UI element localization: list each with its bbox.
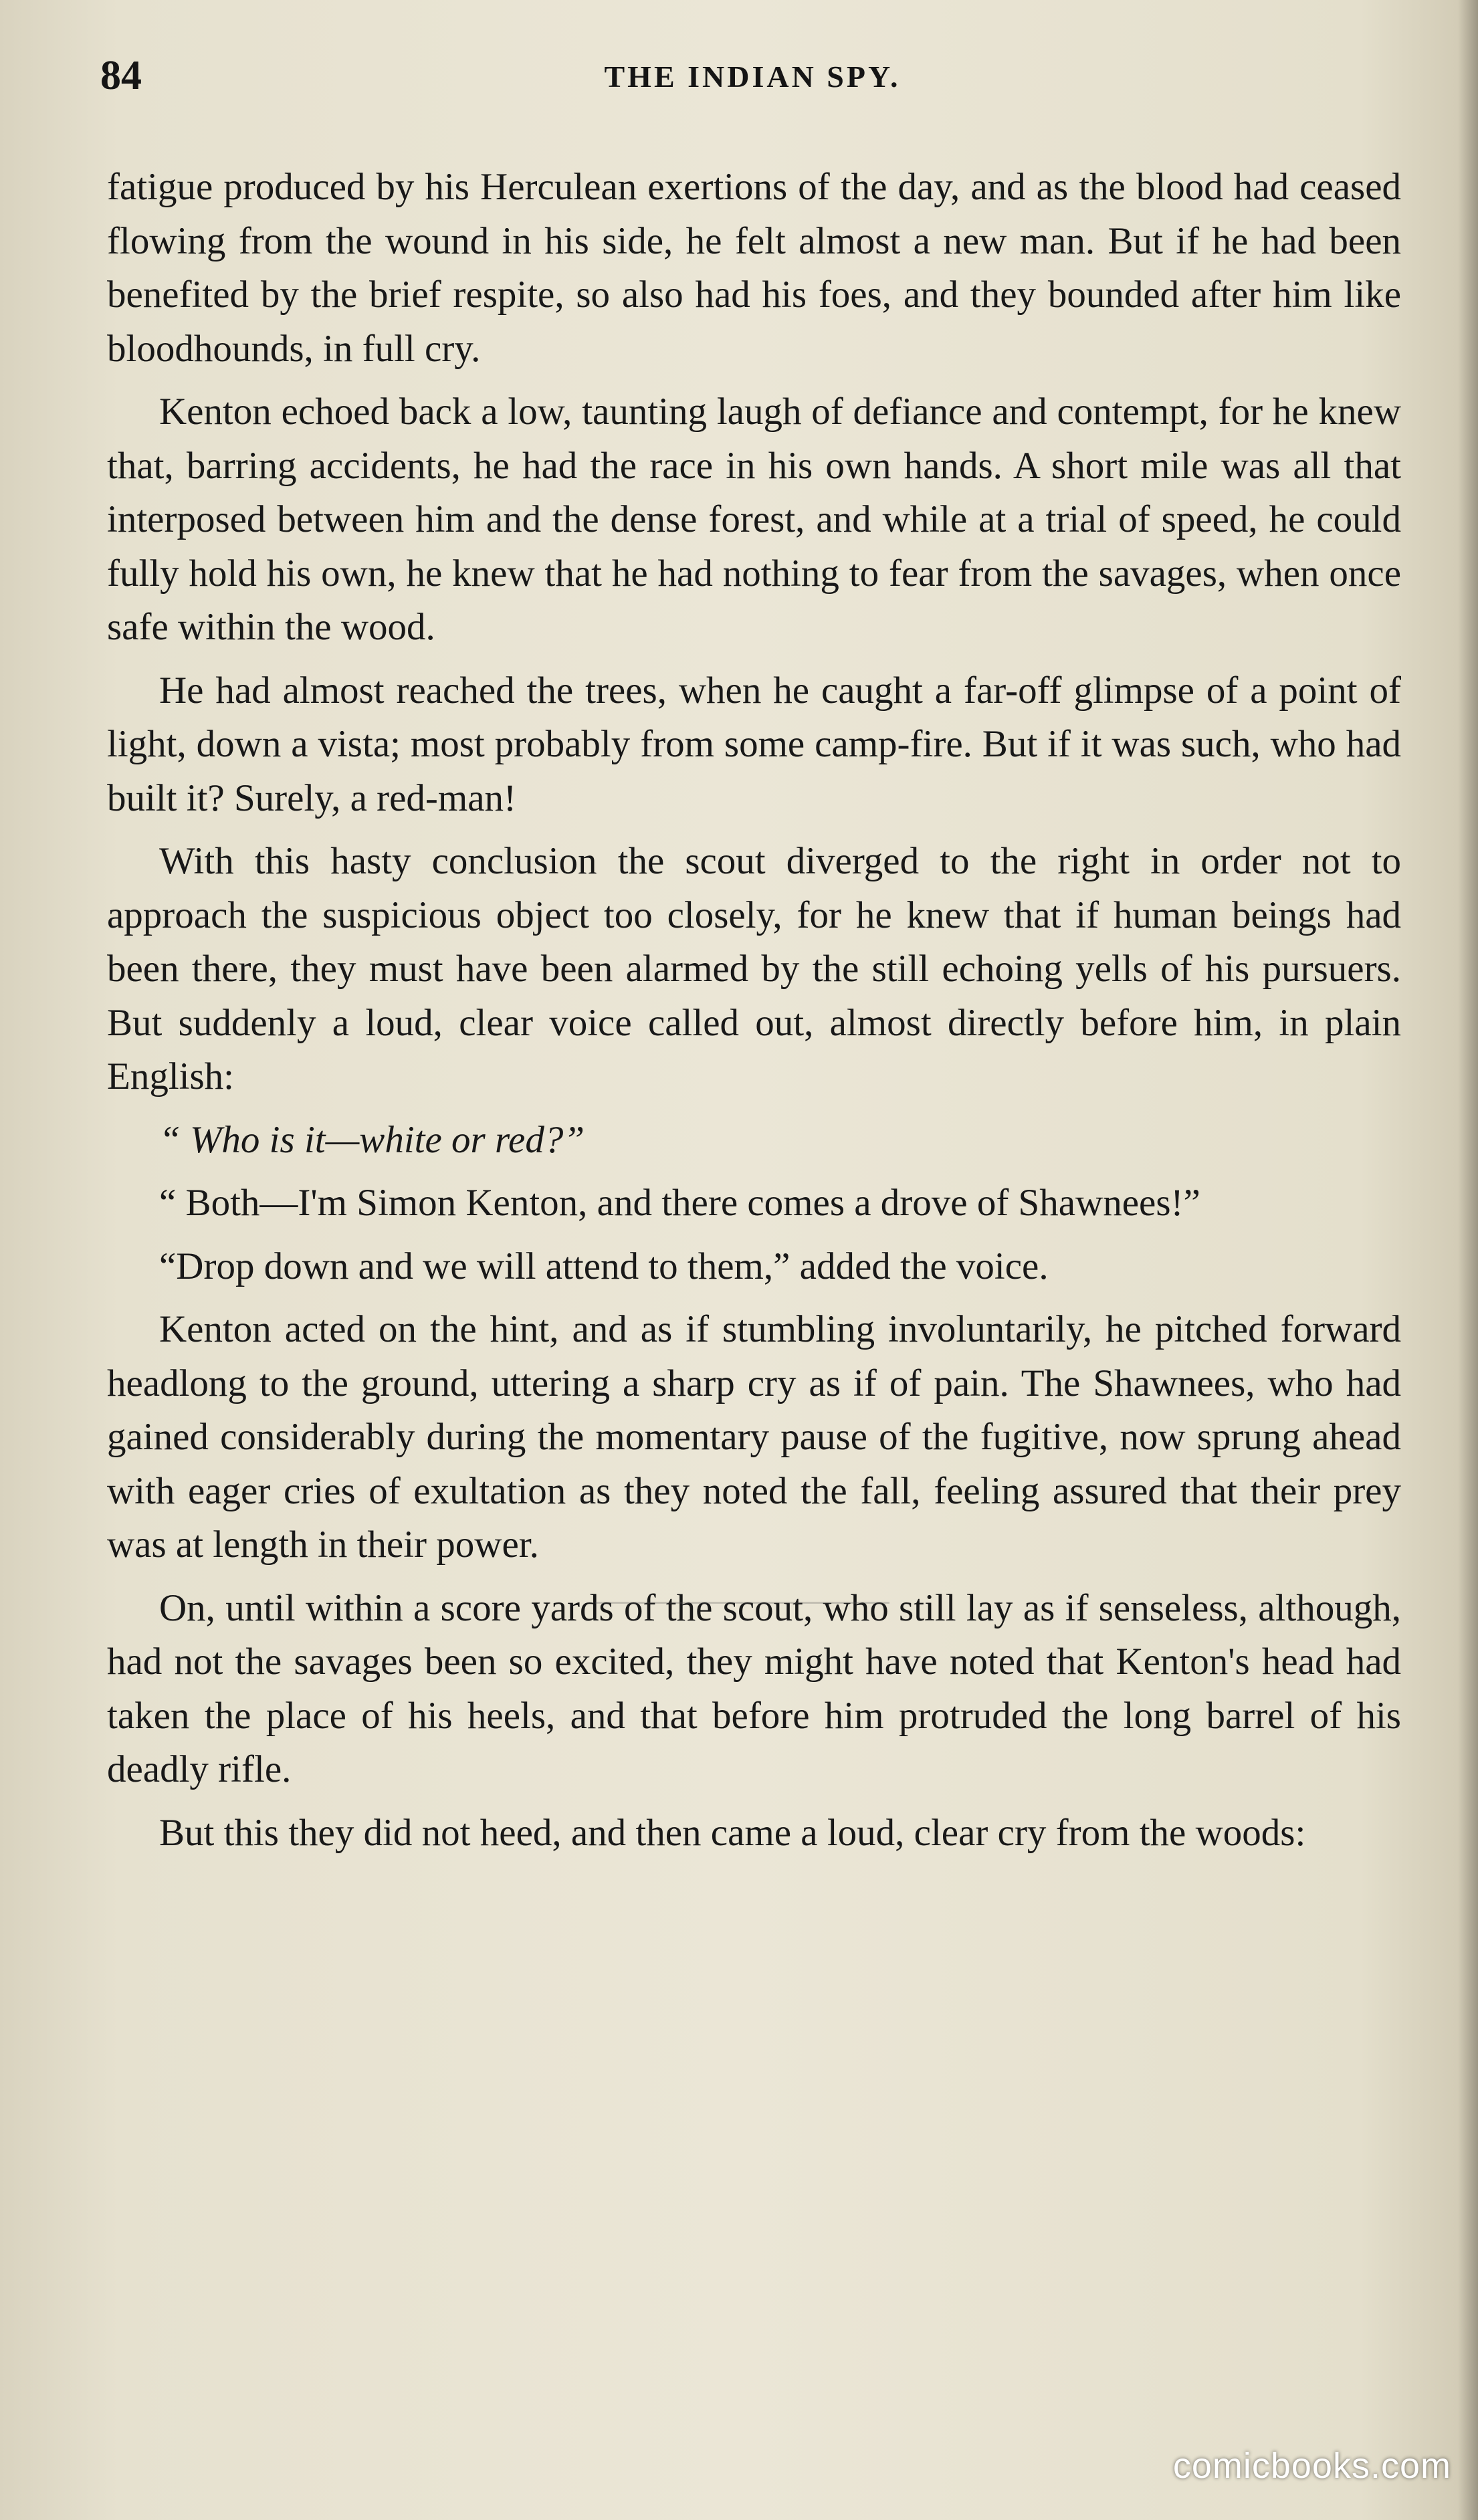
page-header <box>100 52 1404 112</box>
dialogue-italic <box>107 1114 1401 1168</box>
paragraph: “Drop down and we will attend to them,” added the voice. <box>159 1245 1049 1287</box>
paragraph: “ Both—I'm Simon Kenton, and there comes a drove of Shawnees!” <box>159 1182 1200 1224</box>
page-edge-shadow <box>1458 0 1478 2520</box>
paragraph: On, until within a score yards of the scout, who still lay as if senseless, although, had not the savages been so excited, they might have noted that Kenton's head had taken the place of his heels, and that before him protruded the long barrel of his deadly rifle. <box>107 1586 1401 1790</box>
page-number: 84 <box>100 53 142 98</box>
faint-rule <box>595 1602 889 1604</box>
paragraph: fatigue produced by his Herculean exertions of the day, and as the blood had ceased flowing from the wound in his side, he felt almost a new man. But if he had been benefited by the brief respite, so also had his foes, and they bounded after him like bloodhounds, in full cry. <box>107 166 1401 370</box>
paragraph: Kenton echoed back a low, taunting laugh of defiance and contempt, for he knew that, barring accidents, he had the race in his own hands. A short mile was all that interposed between him and the dense forest, and while at a trial of speed, he could fully hold his own, he knew that he had nothing to fear from the savages, when once safe within the wood. <box>107 391 1401 648</box>
italic-quote: “ Who is it—white or red?” <box>159 1118 585 1161</box>
body-text <box>107 161 1401 1869</box>
paragraph: But this they did not heed, and then came a loud, clear cry from the woods: <box>159 1811 1306 1854</box>
paragraph: He had almost reached the trees, when he caught a far-off glimpse of a point of light, down a vista; most probably from some camp-fire. But if it was such, who had built it? Surely, a red-man! <box>107 669 1401 819</box>
running-title: THE INDIAN SPY. <box>604 60 901 94</box>
paragraph: Kenton acted on the hint, and as if stumbling involuntarily, he pitched forward headlong to the ground, uttering a sharp cry as if of pain. The Shawnees, who had gained considerably during the momentary pause of the fugitive, now sprung ahead with eager cries of exultation as they noted the fall, feeling assured that their prey was at length in their power. <box>107 1308 1401 1566</box>
paragraph: With this hasty conclusion the scout diverged to the right in order not to approach the suspicious object too closely, for he knew that if human beings had been there, they must have been alarmed by the still echoing yells of his pursuers. But suddenly a loud, clear voice called out, almost directly before him, in plain English: <box>107 840 1401 1097</box>
site-watermark: comicbooks.com <box>1172 2446 1451 2486</box>
